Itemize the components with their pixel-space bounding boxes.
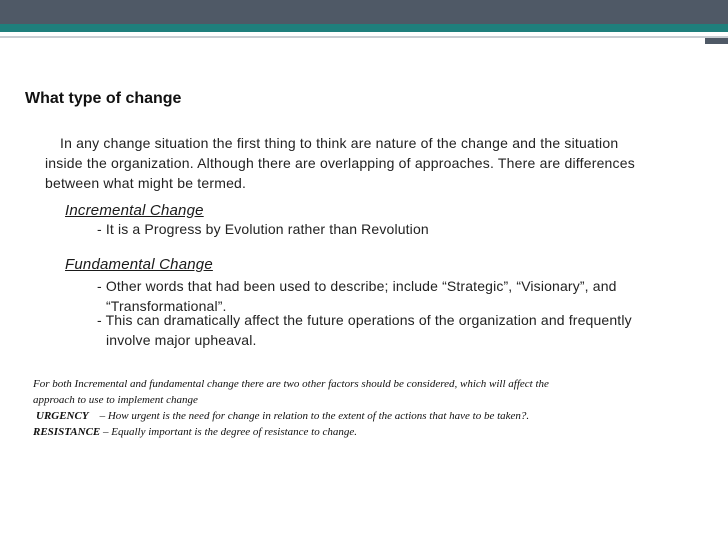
slide-title: What type of change <box>25 90 182 107</box>
point-line: - Other words that had been used to describe; include “Strategic”, “Visionary”, and <box>97 278 617 294</box>
intro-line: In any change situation the first thing to think are nature of the change and the situation <box>60 135 619 151</box>
fundamental-change-heading: Fundamental Change <box>65 256 213 273</box>
point-line: - This can dramatically affect the future operations of the organization and frequently <box>97 312 632 328</box>
resistance-text: – Equally important is the degree of resistance to change. <box>103 426 357 438</box>
footer-line: For both Incremental and fundamental change there are two other factors should be considered, which will affect the <box>33 378 549 390</box>
intro-line: between what might be termed. <box>45 175 247 191</box>
incremental-point: - It is a Progress by Evolution rather than Revolution <box>97 221 429 237</box>
point-line: “Transformational”. <box>106 298 227 314</box>
intro-line: inside the organization. Although there are overlapping of approaches. There are differences <box>45 155 635 171</box>
resistance-row <box>33 424 693 440</box>
urgency-row <box>33 408 693 424</box>
footer-notes <box>33 376 693 440</box>
urgency-text: – How urgent is the need for change in relation to the extent of the actions that have to be taken?. <box>99 410 530 422</box>
header-teal-bar <box>0 24 728 32</box>
footer-line: approach to use to implement change <box>33 394 198 406</box>
fundamental-point-2 <box>97 310 697 350</box>
incremental-change-heading: Incremental Change <box>65 202 204 219</box>
intro-paragraph <box>45 133 700 193</box>
header-thin-line <box>0 36 728 38</box>
resistance-label: RESISTANCE <box>33 426 101 438</box>
header-corner-accent <box>705 38 728 44</box>
header-dark-bar <box>0 0 728 24</box>
urgency-label: URGENCY <box>36 410 89 422</box>
point-line: involve major upheaval. <box>106 332 257 348</box>
